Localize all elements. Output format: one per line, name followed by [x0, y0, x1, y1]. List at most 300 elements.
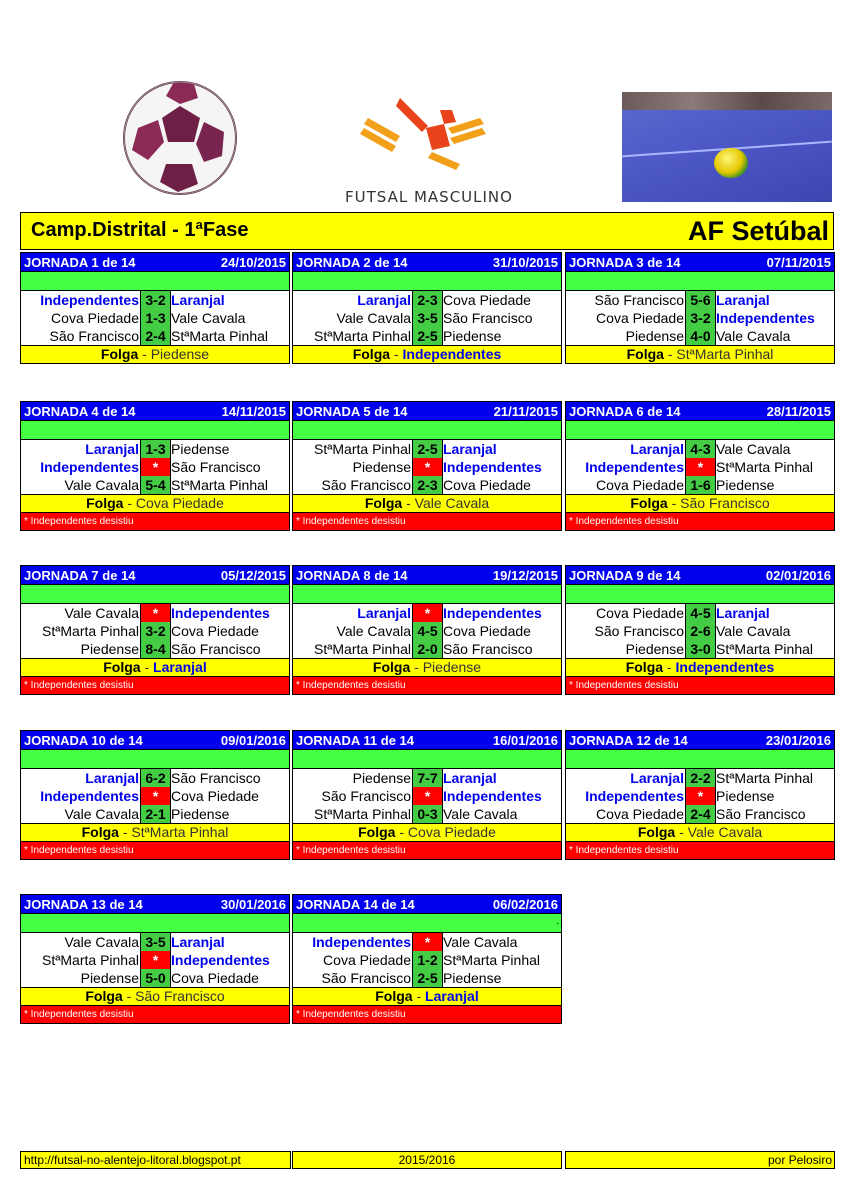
jornada-block [20, 565, 290, 695]
jornada-header [293, 731, 561, 749]
away-team: Cova Piedade [443, 477, 531, 493]
away-team: São Francisco [171, 459, 261, 475]
match-row [293, 458, 561, 476]
match-row [566, 622, 834, 640]
jornada-label: JORNADA 8 de 14 [296, 568, 408, 583]
home-team: Cova Piedade [323, 952, 411, 968]
score-text: 3-2 [145, 292, 166, 308]
jornada-header [566, 731, 834, 749]
match-row [566, 327, 834, 345]
ball-icon [714, 148, 748, 178]
jornada-label: JORNADA 5 de 14 [296, 404, 408, 419]
home-team: Independentes [585, 459, 684, 475]
match-row [566, 440, 834, 458]
score-text: 6-2 [145, 770, 166, 786]
folga-team: Cova Piedade [135, 495, 224, 511]
home-team: Laranjal [85, 770, 139, 786]
jornada-spacer [293, 749, 561, 769]
jornada-header [21, 895, 289, 913]
home-team: São Francisco [321, 970, 411, 986]
folga-row: Folga - Cova Piedade [293, 823, 561, 841]
withdrawal-note: * Independentes desistiu [293, 841, 561, 859]
match-row [293, 640, 561, 658]
match-row [21, 476, 289, 494]
home-team: São Francisco [49, 328, 139, 344]
footer-url-text[interactable]: http://futsal-no-alentejo-litoral.blogspot.pt [24, 1153, 241, 1167]
jornada-label: JORNADA 12 de 14 [569, 733, 688, 748]
match-score [140, 440, 171, 458]
match-row [566, 769, 834, 787]
match-score [140, 291, 171, 309]
match-score [412, 969, 443, 987]
jornada-date: 28/11/2015 [766, 404, 831, 419]
away-team: Laranjal [171, 934, 225, 950]
match-row [21, 787, 289, 805]
folga-label: Folga [358, 824, 396, 840]
away-team: Vale Cavala [443, 934, 518, 950]
match-score [685, 622, 716, 640]
withdrawal-note: * Independentes desistiu [21, 841, 289, 859]
match-score [412, 476, 443, 494]
withdrawal-note: * Independentes desistiu [293, 512, 561, 530]
folga-team: Piedense [150, 346, 210, 362]
score-text: 1-3 [145, 310, 166, 326]
away-team: Piedense [443, 970, 502, 986]
home-team: Vale Cavala [64, 477, 139, 493]
folga-team: StªMarta Pinhal [676, 346, 774, 362]
away-team: Independentes [443, 459, 542, 475]
jornada-spacer [21, 584, 289, 604]
match-row [293, 476, 561, 494]
score-text: * [424, 459, 431, 475]
match-score [412, 622, 443, 640]
jornada-header [21, 731, 289, 749]
jornada-block [20, 730, 290, 860]
jornada-header [293, 566, 561, 584]
match-score [685, 440, 716, 458]
match-score [412, 933, 443, 951]
score-text: * [152, 605, 159, 621]
folga-row: Folga - Piedense [21, 345, 289, 363]
match-score [140, 787, 171, 805]
folga-label: Folga [100, 346, 139, 362]
folga-team: Laranjal [425, 988, 479, 1004]
score-text: 5-6 [690, 292, 711, 308]
withdrawal-note: * Independentes desistiu [293, 1005, 561, 1023]
score-text: 3-2 [145, 623, 166, 639]
away-team: Vale Cavala [716, 623, 791, 639]
match-row [293, 969, 561, 987]
folga-label: Folga [352, 346, 391, 362]
away-team: Piedense [171, 806, 230, 822]
away-team: Cova Piedade [443, 623, 531, 639]
jornada-label: JORNADA 14 de 14 [296, 897, 415, 912]
match-score [412, 787, 443, 805]
match-score [412, 951, 443, 969]
match-row [21, 327, 289, 345]
match-score [140, 309, 171, 327]
away-team: Cova Piedade [171, 788, 259, 804]
futsal-logo [340, 88, 518, 206]
match-score [412, 640, 443, 658]
home-team: Piedense [80, 641, 139, 657]
home-team: São Francisco [321, 788, 411, 804]
match-row [566, 476, 834, 494]
match-row [21, 309, 289, 327]
match-score [685, 291, 716, 309]
folga-row: Folga - Vale Cavala [566, 823, 834, 841]
match-row [566, 458, 834, 476]
match-row [566, 309, 834, 327]
match-score [685, 309, 716, 327]
match-score [140, 327, 171, 345]
match-score [140, 476, 171, 494]
away-team: São Francisco [716, 806, 806, 822]
withdrawal-note: * Independentes desistiu [21, 1005, 289, 1023]
home-team: Vale Cavala [64, 934, 139, 950]
jornada-label: JORNADA 6 de 14 [569, 404, 681, 419]
home-team: Piedense [625, 328, 684, 344]
away-team: Vale Cavala [716, 328, 791, 344]
home-team: Independentes [40, 788, 139, 804]
football-icon [108, 66, 248, 206]
jornada-label: JORNADA 9 de 14 [569, 568, 681, 583]
jornada-header [293, 253, 561, 271]
score-text: 3-5 [145, 934, 166, 950]
match-row [21, 969, 289, 987]
jornada-block [292, 730, 562, 860]
away-team: Independentes [716, 310, 815, 326]
folga-label: Folga [626, 346, 664, 362]
match-score [685, 640, 716, 658]
folga-row: Folga - StªMarta Pinhal [21, 823, 289, 841]
score-text: 4-5 [417, 623, 438, 639]
match-row [21, 951, 289, 969]
jornada-date: 06/02/2016 [492, 897, 558, 912]
folga-team: Vale Cavala [687, 824, 763, 840]
match-score [140, 640, 171, 658]
match-row [293, 787, 561, 805]
match-score [685, 604, 716, 622]
folga-team: São Francisco [680, 495, 770, 511]
futsal-player-icon [340, 88, 518, 178]
away-team: Laranjal [443, 441, 497, 457]
folga-label: Folga [375, 988, 413, 1004]
home-team: Independentes [585, 788, 684, 804]
score-text: 3-5 [417, 310, 438, 326]
jornada-label: JORNADA 4 de 14 [24, 404, 136, 419]
match-row [293, 327, 561, 345]
jornada-label: JORNADA 11 de 14 [296, 733, 415, 748]
away-team: Laranjal [716, 605, 770, 621]
away-team: Cova Piedade [443, 292, 531, 308]
match-score [685, 805, 716, 823]
jornada-block [565, 565, 835, 695]
score-text: 2-0 [417, 641, 438, 657]
away-team: Independentes [171, 952, 270, 968]
away-team: Laranjal [716, 292, 770, 308]
folga-team: Laranjal [153, 659, 207, 675]
jornada-header [293, 402, 561, 420]
jornada-date: 02/01/2016 [765, 568, 831, 583]
home-team: Cova Piedade [51, 310, 139, 326]
match-row [293, 604, 561, 622]
home-team: Vale Cavala [336, 623, 411, 639]
away-team: Independentes [443, 788, 542, 804]
jornada-date: 21/11/2015 [493, 404, 558, 419]
jornada-header [566, 566, 834, 584]
away-team: Vale Cavala [716, 441, 791, 457]
score-text: 4-5 [690, 605, 711, 621]
withdrawal-note: * Independentes desistiu [21, 676, 289, 694]
folga-team: São Francisco [135, 988, 225, 1004]
away-team: Laranjal [443, 770, 497, 786]
score-text: * [152, 459, 159, 475]
jornada-header [21, 402, 289, 420]
folga-row: Folga - Laranjal [21, 658, 289, 676]
score-text: * [424, 788, 431, 804]
folga-row: Folga - Independentes [293, 345, 561, 363]
jornada-block [292, 252, 562, 364]
folga-label: Folga [630, 495, 668, 511]
jornada-label: JORNADA 3 de 14 [569, 255, 681, 270]
folga-label: Folga [625, 659, 664, 675]
folga-row: Folga - Independentes [566, 658, 834, 676]
home-team: Piedense [352, 459, 411, 475]
folga-label: Folga [103, 659, 141, 675]
home-team: Piedense [352, 770, 411, 786]
match-row [293, 309, 561, 327]
jornada-date: 23/01/2016 [765, 733, 831, 748]
away-team: Independentes [171, 605, 270, 621]
jornada-spacer [293, 584, 561, 604]
jornada-block [292, 565, 562, 695]
score-text: * [152, 952, 159, 968]
folga-label: Folga [86, 495, 124, 511]
jornada-block [292, 894, 562, 1024]
folga-label: Folga [372, 659, 411, 675]
score-text: 2-2 [690, 770, 711, 786]
home-team: StªMarta Pinhal [313, 441, 411, 457]
away-team: Piedense [716, 477, 775, 493]
footer-season [292, 1151, 562, 1169]
score-text: * [152, 788, 159, 804]
match-score [140, 805, 171, 823]
away-team: Vale Cavala [171, 310, 246, 326]
folga-row: Folga - Laranjal [293, 987, 561, 1005]
folga-label: Folga [85, 988, 123, 1004]
home-team: Independentes [40, 459, 139, 475]
footer-url[interactable] [20, 1151, 291, 1169]
score-text: 5-4 [145, 477, 166, 493]
jornada-label: JORNADA 1 de 14 [24, 255, 136, 270]
home-team: StªMarta Pinhal [313, 328, 411, 344]
away-team: Vale Cavala [443, 806, 518, 822]
home-team: Laranjal [630, 770, 684, 786]
jornada-date: 19/12/2015 [492, 568, 558, 583]
jornada-date: 16/01/2016 [492, 733, 558, 748]
folga-team: Piedense [422, 659, 482, 675]
score-text: * [697, 459, 704, 475]
match-score [412, 309, 443, 327]
page-title: Camp.Distrital - 1ªFase [31, 219, 249, 241]
match-row [293, 622, 561, 640]
away-team: StªMarta Pinhal [716, 770, 814, 786]
match-score [412, 440, 443, 458]
match-row [293, 440, 561, 458]
match-row [293, 933, 561, 951]
away-team: StªMarta Pinhal [716, 641, 814, 657]
match-score [140, 933, 171, 951]
match-score [412, 291, 443, 309]
jornada-block [565, 401, 835, 531]
away-team: StªMarta Pinhal [171, 477, 269, 493]
withdrawal-note: * Independentes desistiu [566, 512, 834, 530]
home-team: Cova Piedade [596, 806, 684, 822]
match-row [293, 769, 561, 787]
score-text: * [697, 788, 704, 804]
match-score [412, 327, 443, 345]
away-team: Laranjal [171, 292, 225, 308]
match-score [412, 604, 443, 622]
match-row [21, 769, 289, 787]
score-text: 2-3 [417, 292, 438, 308]
home-team: Cova Piedade [596, 605, 684, 621]
jornada-header [566, 253, 834, 271]
match-row [21, 622, 289, 640]
home-team: Laranjal [357, 292, 411, 308]
jornada-label: JORNADA 13 de 14 [24, 897, 143, 912]
match-row [21, 640, 289, 658]
match-row [21, 805, 289, 823]
away-team: São Francisco [171, 770, 261, 786]
jornada-spacer [566, 749, 834, 769]
jornada-header [566, 402, 834, 420]
jornada-spacer [566, 420, 834, 440]
away-team: Cova Piedade [171, 623, 259, 639]
match-row [21, 604, 289, 622]
jornada-date: 09/01/2016 [220, 733, 286, 748]
away-team: StªMarta Pinhal [443, 952, 541, 968]
futsal-ball-photo [622, 92, 832, 202]
jornada-header [21, 566, 289, 584]
home-team: Independentes [312, 934, 411, 950]
home-team: Laranjal [630, 441, 684, 457]
match-row [293, 951, 561, 969]
jornada-spacer [293, 271, 561, 291]
match-score [412, 769, 443, 787]
home-team: Cova Piedade [596, 477, 684, 493]
withdrawal-note: * Independentes desistiu [21, 512, 289, 530]
jornada-date: 31/10/2015 [492, 255, 558, 270]
folga-label: Folga [364, 495, 403, 511]
score-text: * [424, 605, 431, 621]
association-title: AF Setúbal [687, 216, 829, 246]
jornada-date: 24/10/2015 [220, 255, 286, 270]
jornada-spacer [21, 749, 289, 769]
jornada-date: 05/12/2015 [220, 568, 286, 583]
folga-label: Folga [637, 824, 676, 840]
home-team: Vale Cavala [64, 605, 139, 621]
score-text: 2-5 [417, 970, 438, 986]
match-score [140, 951, 171, 969]
folga-team: Independentes [675, 659, 775, 675]
jornada-spacer [21, 420, 289, 440]
folga-row: Folga - Vale Cavala [293, 494, 561, 512]
afs-logo [108, 66, 248, 206]
jornada-date: 07/11/2015 [766, 255, 831, 270]
home-team: Vale Cavala [64, 806, 139, 822]
score-text: 2-4 [145, 328, 166, 344]
match-score [140, 458, 171, 476]
score-text: 2-4 [690, 806, 711, 822]
home-team: Piedense [80, 970, 139, 986]
home-team: Piedense [625, 641, 684, 657]
home-team: StªMarta Pinhal [41, 952, 139, 968]
home-team: StªMarta Pinhal [313, 641, 411, 657]
futsal-label: FUTSAL MASCULINO [345, 188, 513, 206]
withdrawal-note: * Independentes desistiu [566, 676, 834, 694]
home-team: Vale Cavala [336, 310, 411, 326]
score-text: 2-6 [690, 623, 711, 639]
home-team: StªMarta Pinhal [41, 623, 139, 639]
score-text: 3-0 [690, 641, 711, 657]
away-team: Piedense [443, 328, 502, 344]
folga-row: Folga - Cova Piedade [21, 494, 289, 512]
match-row [566, 805, 834, 823]
away-team: São Francisco [443, 310, 533, 326]
away-team: Piedense [171, 441, 230, 457]
jornada-block [565, 730, 835, 860]
jornada-spacer [566, 584, 834, 604]
folga-row: Folga - StªMarta Pinhal [566, 345, 834, 363]
score-text: 2-1 [145, 806, 166, 822]
jornada-spacer [21, 913, 289, 933]
score-text: * [424, 934, 431, 950]
score-text: 7-7 [417, 770, 438, 786]
score-text: 4-0 [690, 328, 711, 344]
folga-team: Cova Piedade [407, 824, 496, 840]
jornada-date: 30/01/2016 [220, 897, 286, 912]
score-text: 2-3 [417, 477, 438, 493]
jornada-block [20, 401, 290, 531]
match-score [140, 604, 171, 622]
folga-row: Folga - São Francisco [21, 987, 289, 1005]
match-score [685, 458, 716, 476]
jornada-label: JORNADA 10 de 14 [24, 733, 143, 748]
match-row [293, 291, 561, 309]
match-score [685, 769, 716, 787]
folga-team: Vale Cavala [414, 495, 490, 511]
jornada-block [292, 401, 562, 531]
match-row [566, 640, 834, 658]
match-row [566, 291, 834, 309]
score-text: 2-5 [417, 328, 438, 344]
jornada-block [20, 894, 290, 1024]
jornada-header [21, 253, 289, 271]
score-text: 1-3 [145, 441, 166, 457]
away-team: Independentes [443, 605, 542, 621]
match-score [412, 805, 443, 823]
folga-row: Folga - Piedense [293, 658, 561, 676]
jornada-spacer: . [293, 913, 561, 933]
jornada-header [293, 895, 561, 913]
folga-row: Folga - São Francisco [566, 494, 834, 512]
jornada-spacer [566, 271, 834, 291]
score-text: 5-0 [145, 970, 166, 986]
folga-team: Independentes [402, 346, 502, 362]
match-score [685, 327, 716, 345]
